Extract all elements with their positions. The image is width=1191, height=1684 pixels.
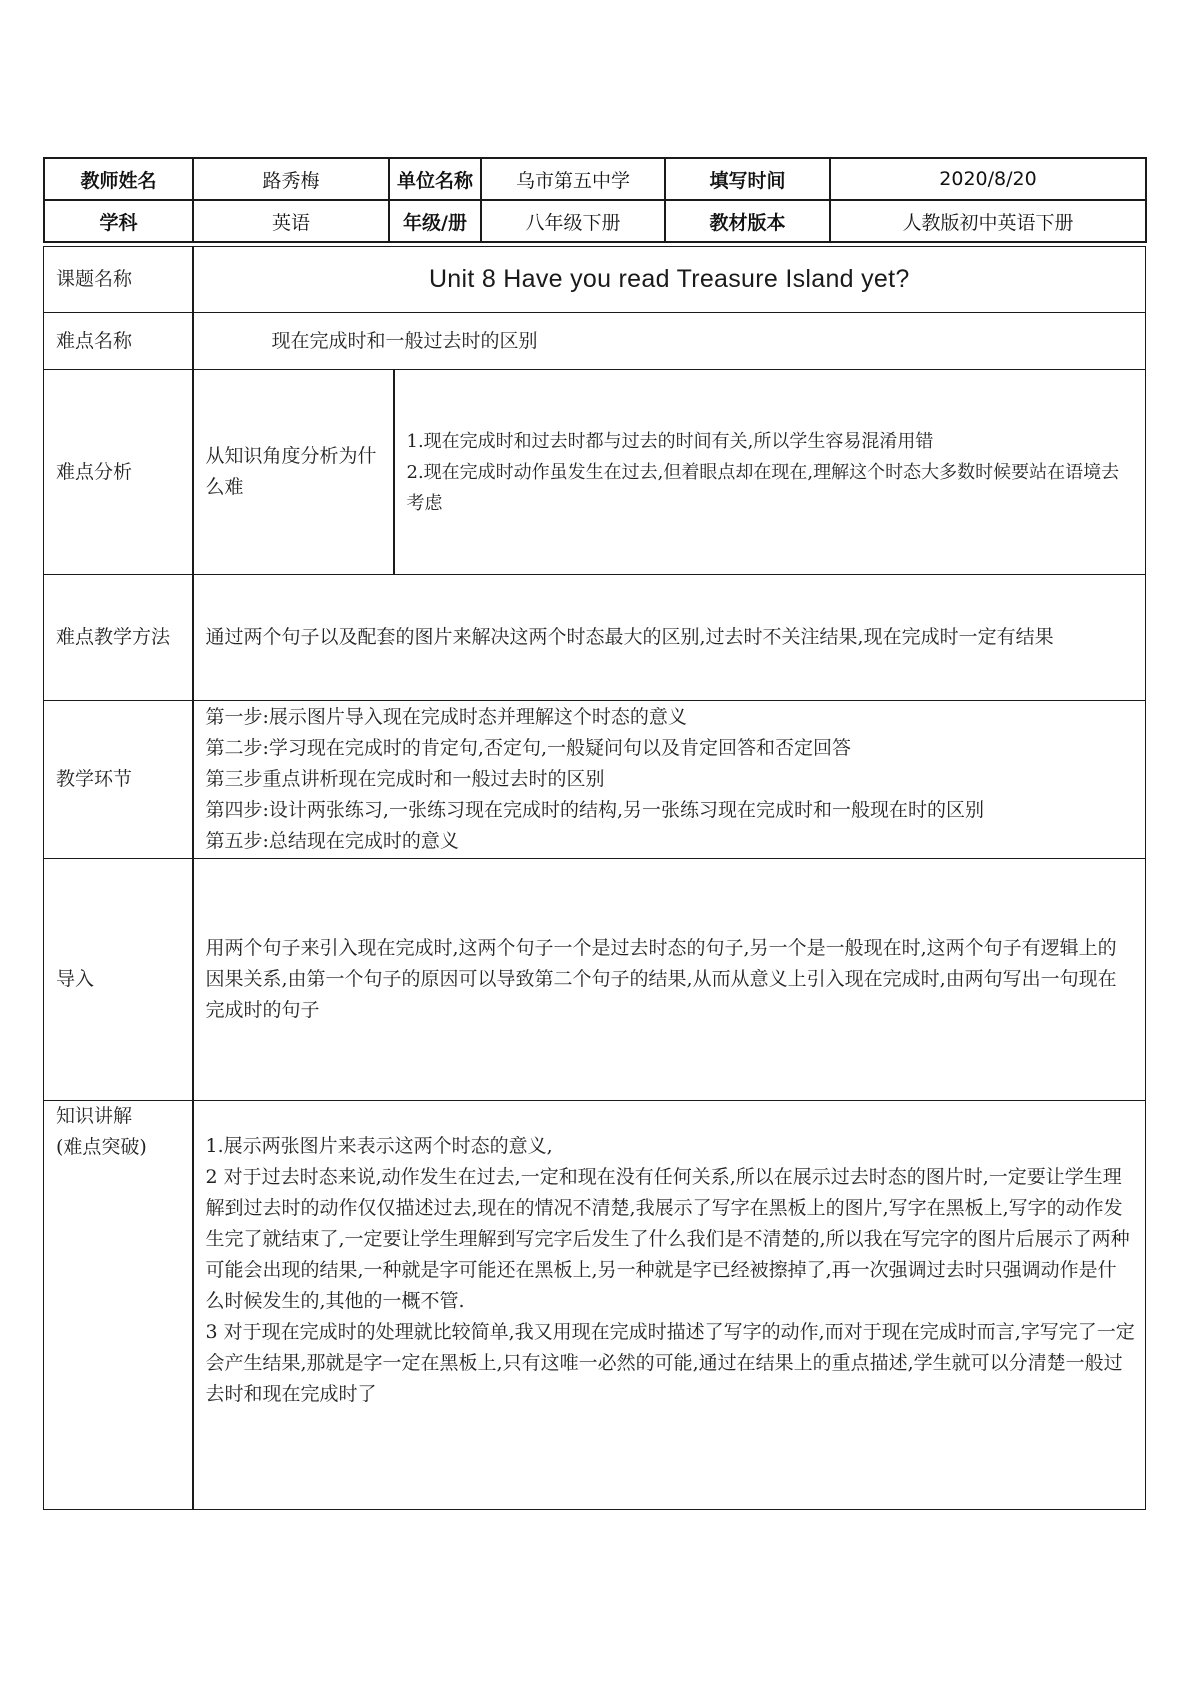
analysis-detail	[394, 370, 1147, 574]
difficulty-value	[193, 313, 1146, 370]
steps-row	[44, 701, 1146, 859]
intro-row	[44, 859, 1146, 1101]
explain-line-1: 1.展示两张图片来表示这两个时态的意义,	[205, 1135, 553, 1157]
explain-label-line-2: (难点突破)	[56, 1136, 147, 1158]
explain-line-3: 3 对于现在完成时的处理就比较简单,我又用现在完成时描述了写字的动作,而对于现在完成时而言,字写完了一定会产生结果,那就是字一定在黑板上,只有这唯一必然的可能,通过在结果上的重点描述,学生就可以分清楚一般过去时和现在完成时了	[205, 1321, 1135, 1405]
analysis-cell	[193, 370, 1146, 575]
topic-title: Unit 8 Have you read Treasure Island yet?	[193, 247, 1146, 313]
header-row-1	[44, 158, 1146, 200]
unit-name-value: 乌市第五中学	[481, 158, 665, 200]
grade-label: 年级/册	[389, 200, 481, 242]
grade-value: 八年级下册	[481, 200, 665, 242]
subject-label: 学科	[44, 200, 193, 242]
method-label: 难点教学方法	[44, 575, 193, 701]
topic-label: 课题名称	[44, 247, 193, 313]
analysis-line-1: 1.现在完成时和过去时都与过去的时间有关,所以学生容易混淆用错	[406, 430, 934, 452]
difficulty-row	[44, 313, 1146, 370]
teacher-name-value: 路秀梅	[193, 158, 389, 200]
step-3: 第三步重点讲析现在完成时和一般过去时的区别	[205, 768, 605, 790]
intro-value: 用两个句子来引入现在完成时,这两个句子一个是过去时态的句子,另一个是一般现在时,这两个句子有逻辑上的因果关系,由第一个句子的原因可以导致第二个句子的结果,从而从意义上引入现在完成时,由两句写出一句现在完成时的句子	[193, 859, 1146, 1101]
steps-label: 教学环节	[44, 701, 193, 859]
steps-list	[193, 701, 1146, 859]
header-table	[43, 157, 1147, 243]
teacher-name-label: 教师姓名	[44, 158, 193, 200]
analysis-row	[44, 370, 1146, 575]
analysis-label: 难点分析	[44, 370, 193, 575]
explain-label-line-1: 知识讲解	[56, 1105, 133, 1127]
difficulty-label: 难点名称	[44, 313, 193, 370]
step-1: 第一步:展示图片导入现在完成时态并理解这个时态的意义	[205, 706, 687, 728]
explain-text	[206, 1101, 1136, 1410]
analysis-line-2: 2.现在完成时动作虽发生在过去,但着眼点却在现在,理解这个时态大多数时候要站在语境去考虑	[406, 461, 1120, 514]
difficulty-text: 现在完成时和一般过去时的区别	[271, 329, 538, 352]
intro-label: 导入	[44, 859, 193, 1101]
analysis-sub-label: 从知识角度分析为什么难	[194, 370, 394, 574]
textbook-value: 人教版初中英语下册	[830, 200, 1146, 242]
explain-line-2: 2 对于过去时态来说,动作发生在过去,一定和现在没有任何关系,所以在展示过去时态的图片时,一定要让学生理解到过去时的动作仅仅描述过去,现在的情况不清楚,我展示了写字在黑板上的图片,写字在黑板上,写字的动作发生完了就结束了,一定要让学生理解到写完字后发生了什么我们是不清楚的,所以我在写完字的图片后展示了两种可能会出现的结果,一种就是字可能还在黑板上,另一种就是字已经被擦掉了,再一次强调过去时只强调动作是什么时候发生的,其他的一概不管.	[205, 1166, 1130, 1312]
unit-name-label: 单位名称	[389, 158, 481, 200]
fill-date-value: 2020/8/20	[830, 158, 1146, 200]
explain-row	[44, 1101, 1146, 1510]
explain-label	[44, 1101, 193, 1510]
subject-value: 英语	[193, 200, 389, 242]
header-row-2	[44, 200, 1146, 242]
analysis-inner-table	[194, 370, 1147, 574]
explain-content	[193, 1101, 1146, 1510]
step-2: 第二步:学习现在完成时的肯定句,否定句,一般疑问句以及肯定回答和否定回答	[205, 737, 851, 759]
lesson-table	[43, 246, 1146, 1510]
step-4: 第四步:设计两张练习,一张练习现在完成时的结构,另一张练习现在完成时和一般现在时的区别	[205, 799, 984, 821]
method-value: 通过两个句子以及配套的图片来解决这两个时态最大的区别,过去时不关注结果,现在完成时一定有结果	[193, 575, 1146, 701]
step-5: 第五步:总结现在完成时的意义	[205, 830, 459, 852]
method-row	[44, 575, 1146, 701]
fill-date-label: 填写时间	[665, 158, 830, 200]
textbook-label: 教材版本	[665, 200, 830, 242]
topic-row	[44, 247, 1146, 313]
